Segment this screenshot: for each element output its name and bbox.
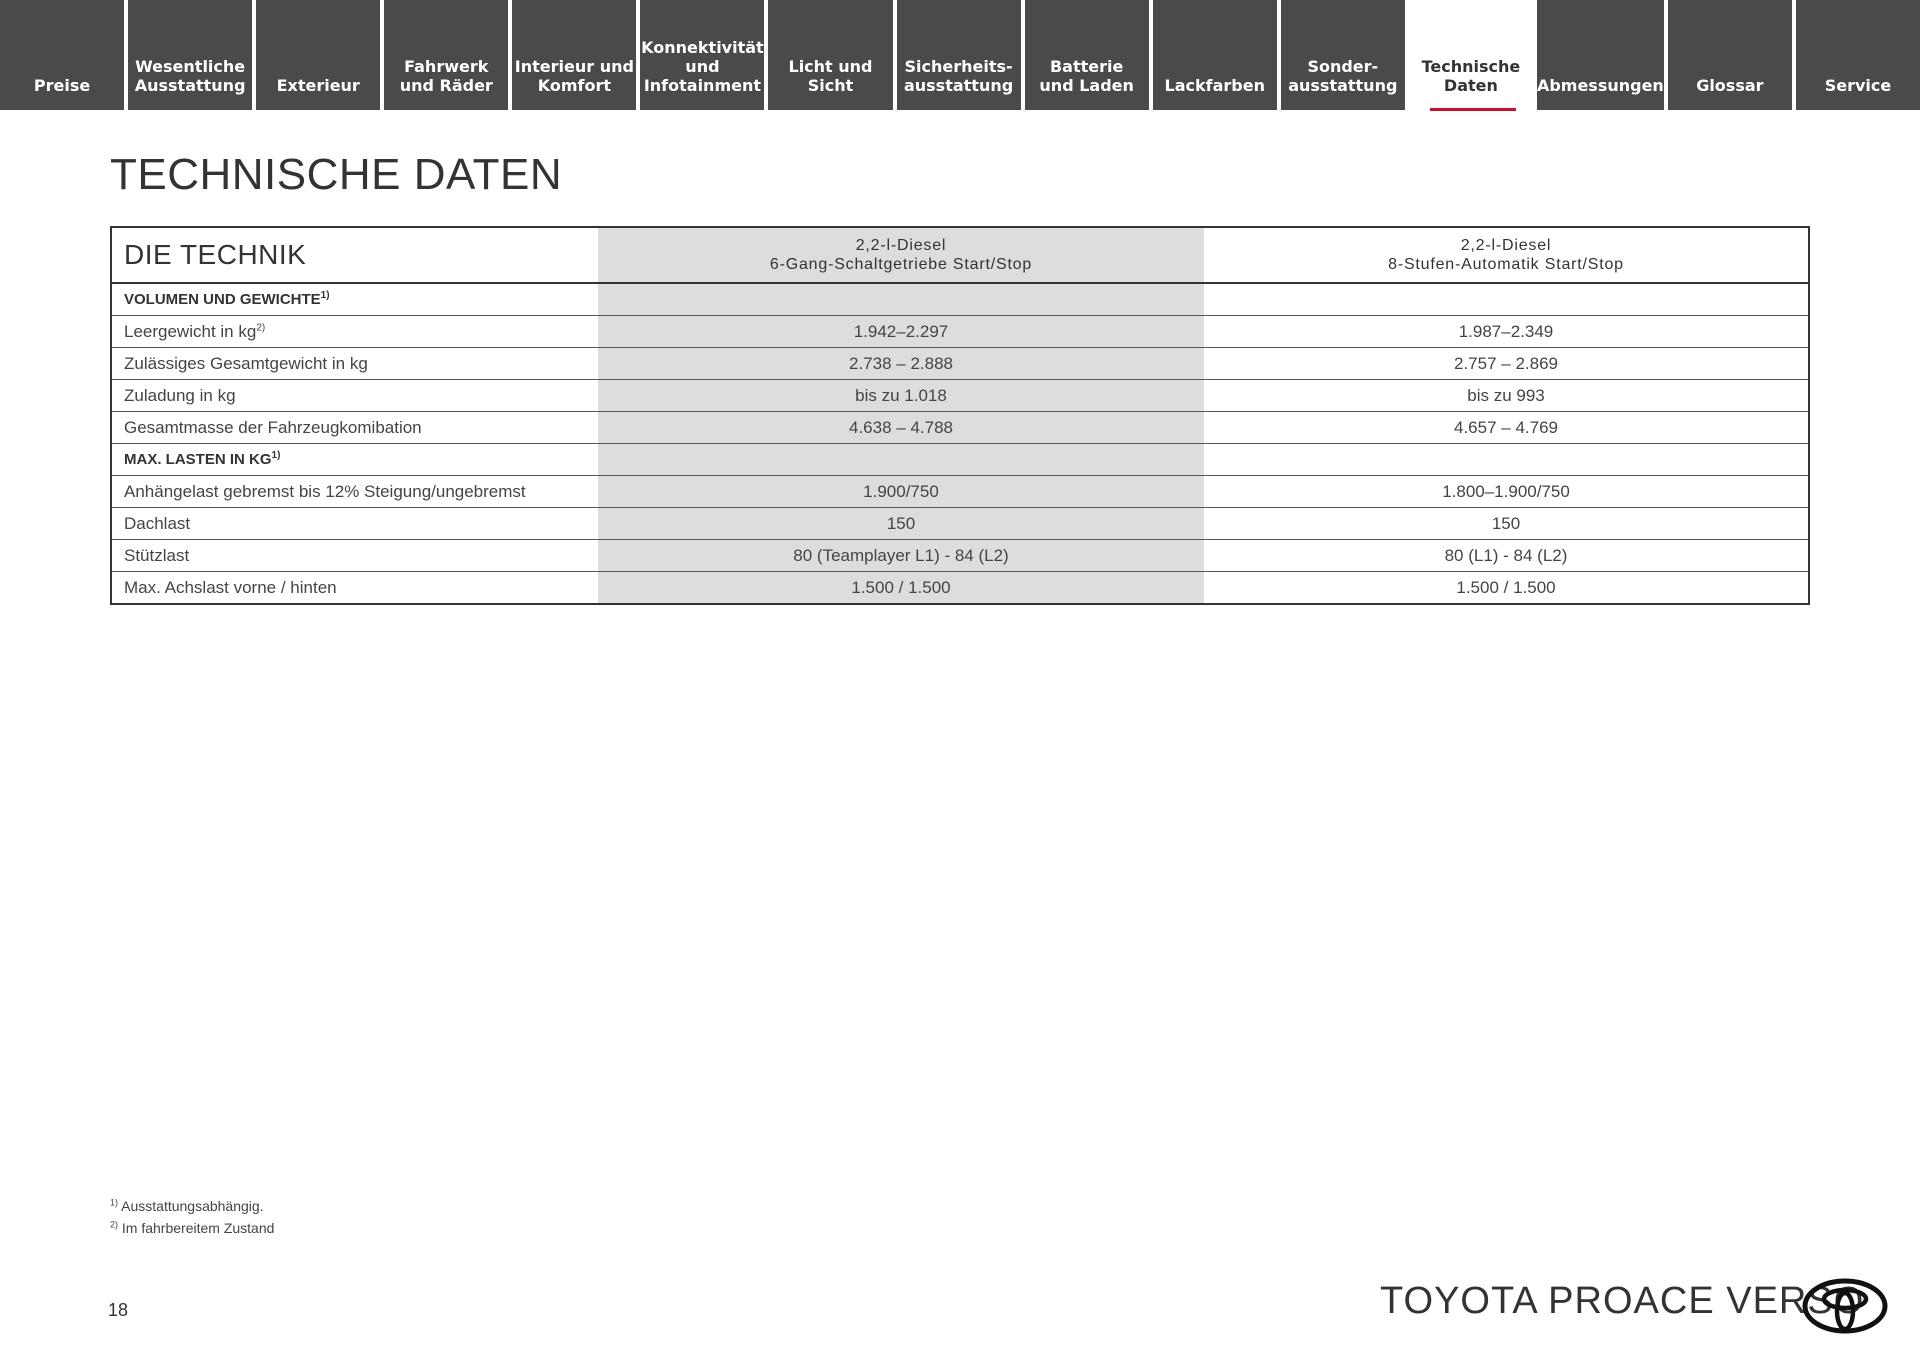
row-label-cell <box>111 316 598 348</box>
footnote-text: Ausstattungsabhängig. <box>121 1198 264 1214</box>
value-engine-a: 150 <box>598 508 1204 540</box>
header-engine-b <box>1204 227 1809 283</box>
value-engine-a: 4.638 – 4.788 <box>598 412 1204 444</box>
spec-table <box>110 226 1810 605</box>
tab-label: Interieur und Komfort <box>514 57 634 95</box>
tab-label: Fahrwerk und Räder <box>399 57 493 95</box>
table-row <box>111 508 1809 540</box>
header-engine-a <box>598 227 1204 283</box>
value-engine-a: 1.500 / 1.500 <box>598 572 1204 605</box>
table-row <box>111 316 1809 348</box>
footnote-text: Im fahrbereitem Zustand <box>121 1220 275 1236</box>
value-engine-a: 2.738 – 2.888 <box>598 348 1204 380</box>
active-tab-indicator <box>1430 108 1516 111</box>
tab-sicherheitsausstattung[interactable] <box>897 0 1021 110</box>
empty-cell <box>598 444 1204 476</box>
value-engine-b: bis zu 993 <box>1204 380 1809 412</box>
tab-label: Lackfarben <box>1164 76 1265 95</box>
value-engine-b: 1.500 / 1.500 <box>1456 577 1556 597</box>
page-title: TECHNISCHE DATEN <box>110 150 563 199</box>
value-engine-b: 80 (L1) - 84 (L2) <box>1204 540 1809 572</box>
header-label-cell <box>111 227 598 283</box>
tab-service[interactable] <box>1796 0 1920 110</box>
table-row <box>111 380 1809 412</box>
section-row-lasten <box>111 444 1809 476</box>
tab-batterie-und-laden[interactable] <box>1025 0 1149 110</box>
footnote-mark: 2) <box>256 321 266 333</box>
footnotes <box>110 1195 274 1239</box>
tab-label: Glossar <box>1696 76 1764 95</box>
tab-lackfarben[interactable] <box>1153 0 1277 110</box>
footnote <box>110 1217 274 1239</box>
tab-label: Batterie und Laden <box>1039 57 1134 95</box>
table-row <box>111 476 1809 508</box>
table-row <box>111 572 1809 605</box>
tab-label: Licht und Sicht <box>788 57 873 95</box>
section-row-volumen <box>111 283 1809 316</box>
value-engine-a: 80 (Teamplayer L1) - 84 (L2) <box>598 540 1204 572</box>
empty-cell <box>1204 444 1809 476</box>
page-number: 18 <box>108 1300 129 1320</box>
table-heading: DIE TECHNIK <box>124 239 307 270</box>
footnote <box>110 1195 274 1217</box>
table-row <box>111 348 1809 380</box>
value-engine-a: 1.900/750 <box>598 476 1204 508</box>
tab-label: Sonder- ausstattung <box>1288 57 1398 95</box>
empty-cell <box>1204 283 1809 316</box>
tab-interieur-und-komfort[interactable] <box>512 0 636 110</box>
tab-label: Technische Daten <box>1421 57 1521 95</box>
engine-b-line2: 8-Stufen-Automatik Start/Stop <box>1388 256 1624 273</box>
tab-label: Exterieur <box>276 76 360 95</box>
tab-glossar[interactable] <box>1668 0 1792 110</box>
table-row <box>111 412 1809 444</box>
table-header-row <box>111 227 1809 283</box>
footnote-mark: 2) <box>110 1219 119 1230</box>
tab-abmessungen[interactable] <box>1537 0 1664 110</box>
tab-label: Konnektivität und Infotainment <box>641 38 764 95</box>
tab-label: Service <box>1824 76 1892 95</box>
tab-label: Sicherheits- ausstattung <box>903 57 1014 95</box>
top-navigation <box>0 0 1920 110</box>
tab-preise[interactable] <box>0 0 124 110</box>
row-label: Gesamtmasse der Fahrzeugkomibation <box>111 412 598 444</box>
tab-label: Wesentliche Ausstattung <box>134 57 246 95</box>
section-title: MAX. LASTEN IN KG <box>124 451 272 468</box>
value-engine-a: 1.942–2.297 <box>598 316 1204 348</box>
row-label: Leergewicht in kg <box>124 321 257 341</box>
row-label: Dachlast <box>111 508 598 540</box>
value-engine-b: 150 <box>1204 508 1809 540</box>
table-row <box>111 540 1809 572</box>
row-label: Zulässiges Gesamtgewicht in kg <box>111 348 598 380</box>
toyota-logo-icon <box>1802 1278 1888 1334</box>
section-title-cell <box>111 444 598 476</box>
engine-a-line2: 6-Gang-Schaltgetriebe Start/Stop <box>769 256 1033 273</box>
tab-fahrwerk-und-raeder[interactable] <box>384 0 508 110</box>
engine-a-line1: 2,2-l-Diesel <box>855 237 947 254</box>
tab-konnektivitaet[interactable] <box>640 0 764 110</box>
row-label: Stützlast <box>111 540 598 572</box>
footnote-mark: 1) <box>110 1197 119 1208</box>
engine-b-line1: 2,2-l-Diesel <box>1460 237 1552 254</box>
tab-label: Abmessungen <box>1536 76 1664 95</box>
footnote-mark: 1) <box>271 450 281 461</box>
tab-wesentliche-ausstattung[interactable] <box>128 0 252 110</box>
brand-text: TOYOTA PROACE VERSO <box>1380 1280 1865 1322</box>
tab-technische-daten[interactable] <box>1409 0 1533 110</box>
tab-exterieur[interactable] <box>256 0 380 110</box>
value-engine-b: 4.657 – 4.769 <box>1204 412 1809 444</box>
section-title: VOLUMEN UND GEWICHTE <box>124 291 321 308</box>
tab-label: Preise <box>33 76 91 95</box>
row-label: Zuladung in kg <box>111 380 598 412</box>
empty-cell <box>598 283 1204 316</box>
tab-sonderausstattung[interactable] <box>1281 0 1405 110</box>
value-engine-a: bis zu 1.018 <box>598 380 1204 412</box>
footnote-mark: 1) <box>320 290 330 301</box>
row-label: Anhängelast gebremst bis 12% Steigung/ungebremst <box>111 476 598 508</box>
value-engine-b: 2.757 – 2.869 <box>1204 348 1809 380</box>
section-title-cell <box>111 283 598 316</box>
row-label: Max. Achslast vorne / hinten <box>124 577 337 597</box>
tab-licht-und-sicht[interactable] <box>768 0 892 110</box>
value-engine-b: 1.987–2.349 <box>1204 316 1809 348</box>
value-engine-b: 1.800–1.900/750 <box>1204 476 1809 508</box>
